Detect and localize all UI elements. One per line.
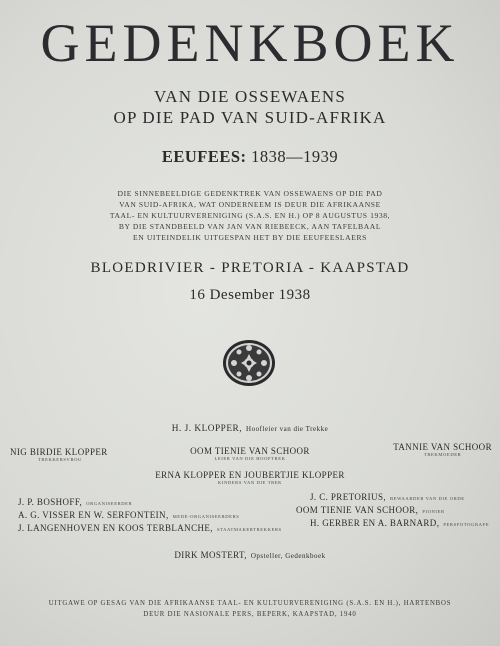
intro-line: TAAL- EN KULTUURVERENIGING (S.A.S. EN H.) OP 8 AUGUSTUS 1938, <box>109 211 391 220</box>
row3-left-role: STAATMAKERTREKKERS <box>216 527 282 532</box>
row3-left-name: J. LANGENHOVEN EN KOOS TERBLANCHE, <box>18 523 213 533</box>
row1-left-name: J. P. BOSHOFF, <box>18 497 83 507</box>
intro-paragraph <box>0 188 500 243</box>
editor-name: DIRK MOSTERT, <box>174 550 247 560</box>
subtitle-line-2: OP DIE PAD VAN SUID-AFRIKA <box>113 108 387 127</box>
editor-credit <box>0 545 500 563</box>
row2-left-name: A. G. VISSER EN W. SERFONTEIN, <box>18 510 169 520</box>
center-credit-1 <box>0 446 500 461</box>
ornamental-emblem-icon <box>221 338 277 388</box>
publisher-footer <box>0 598 500 620</box>
center-credit-2-name: ERNA KLOPPER EN JOUBERTJIE KLOPPER <box>155 470 345 480</box>
row1-right-role: BEWAARDER VAN DIE ORDE <box>390 496 465 501</box>
left-credit-name: NIG BIRDIE KLOPPER <box>10 447 108 457</box>
right-credit-role: TREKMOEDER <box>423 452 462 457</box>
row3-right-role: PERSFOTOGRAFE <box>443 522 490 527</box>
centenary-years: 1838—1939 <box>251 147 339 166</box>
right-credit-name: TANNIE VAN SCHOOR <box>393 442 492 452</box>
row1-left-role: ORGANISEERDER <box>86 501 133 506</box>
row2-right-role: PIONIER <box>422 509 445 514</box>
footer-line: UITGAWE OP GESAG VAN DIE AFRIKAANSE TAAL- EN KULTUURVERENIGING (S.A.S. EN H.), HARTENBOS <box>48 600 452 607</box>
center-credit-2-role: KINDERS VAN DIE TREK <box>217 480 283 485</box>
route-line: BLOEDRIVIER - PRETORIA - KAAPSTAD <box>90 260 410 276</box>
intro-line: VAN SUID-AFRIKA, WAT ONDERNEEM IS DEUR DIE AFRIKAANSE <box>119 200 381 209</box>
intro-line: BY DIE STANDBEELD VAN JAN VAN RIEBEECK, AAN TAFELBAAL <box>118 222 382 231</box>
date-line: 16 Desember 1938 <box>189 287 311 303</box>
intro-line: DIE SINNEBEELDIGE GEDENKTREK VAN OSSEWAENS OP DIE PAD <box>117 189 383 198</box>
subtitle-line-1: VAN DIE OSSEWAENS <box>154 87 346 106</box>
row2-left-role: MEDE-ORGANISEERDERS <box>172 514 240 519</box>
leader-credit <box>0 418 500 436</box>
leader-role: Hoofleier van die Trekke <box>246 425 329 433</box>
intro-line: EN UITEINDELIK UITGESPAN HET BY DIE EEUFEESLAERS <box>133 233 367 242</box>
left-credit-row-3 <box>18 518 282 536</box>
book-title: GEDENKBOEK <box>40 13 460 73</box>
right-credit-row-3 <box>310 513 489 531</box>
left-credit-role: TREKKERSVROU <box>38 457 82 462</box>
centenary-line <box>0 147 500 167</box>
footer-line: DEUR DIE NASIONALE PERS, BEPERK, KAAPSTAD, 1940 <box>143 611 357 618</box>
leader-name: H. J. KLOPPER, <box>171 424 243 434</box>
row3-right-name: H. GERBER EN A. BARNARD, <box>310 518 440 528</box>
editor-role: Opsteller, Gedenkboek <box>250 552 326 560</box>
center-credit-2 <box>0 470 500 485</box>
row2-right-name: OOM TIENIE VAN SCHOOR, <box>296 505 419 515</box>
center-credit-1-name: OOM TIENIE VAN SCHOOR <box>190 446 310 456</box>
center-credit-1-role: LEIER VAN DIE HOOFTREK <box>214 456 286 461</box>
centenary-label: EEUFEES: <box>161 147 247 166</box>
row1-right-name: J. C. PRETORIUS, <box>310 492 387 502</box>
